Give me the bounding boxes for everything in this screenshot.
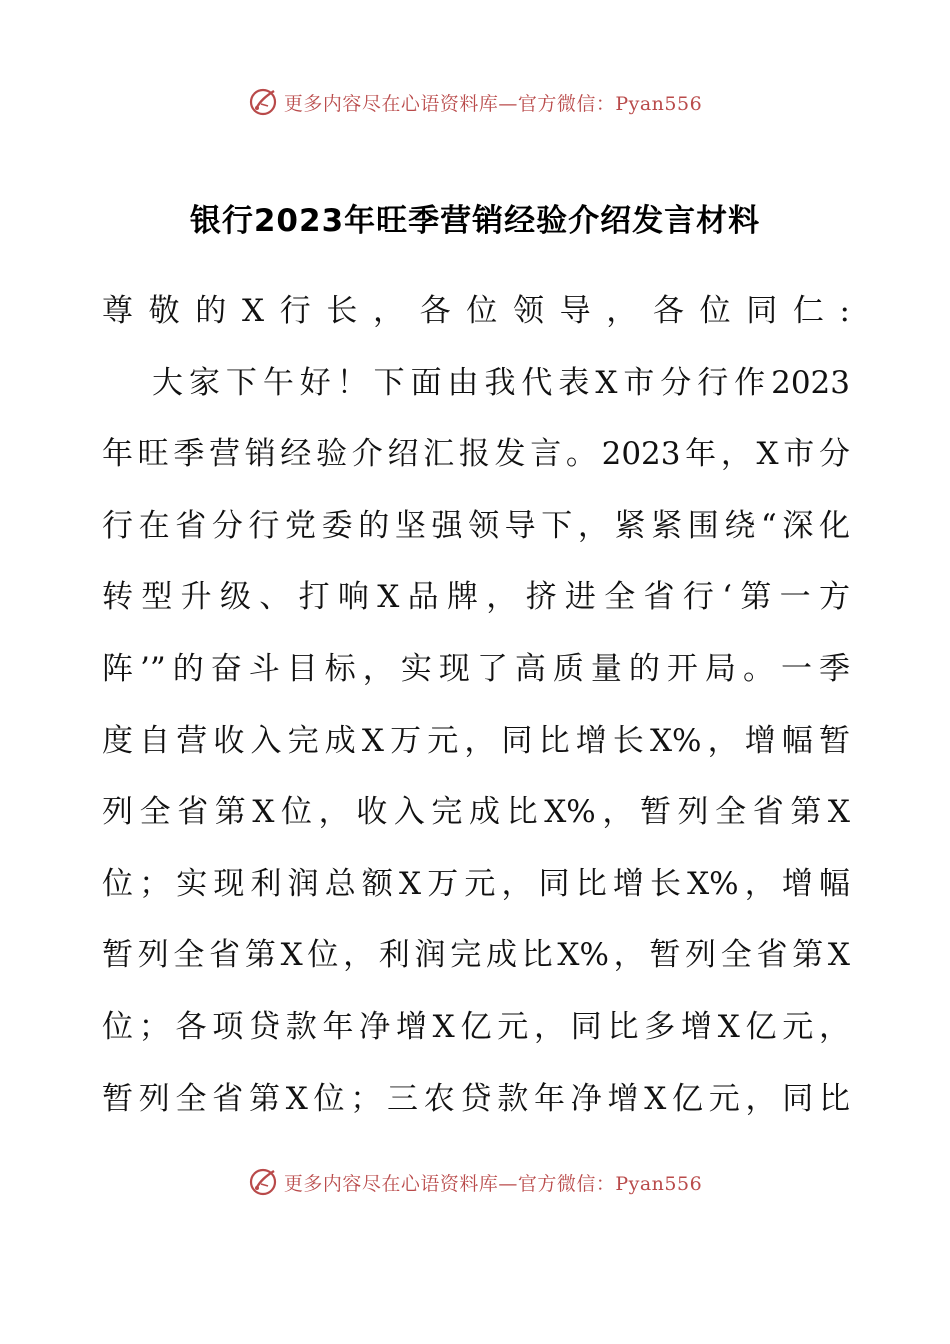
watermark-header [0,82,950,122]
text-line: 列全省第X位，收入完成比X%，暂列全省第X [102,794,850,831]
watermark-footer [0,1162,950,1202]
text-line: 暂列全省第X位，利润完成比X%，暂列全省第X [102,937,850,974]
quill-logo-icon [248,1167,278,1197]
text-line: 行在省分行党委的坚强领导下，紧紧围绕“深化 [102,507,850,544]
text-line: 位；各项贷款年净增X亿元，同比多增X亿元， [102,1008,850,1045]
watermark-text: 更多内容尽在心语资料库—官方微信：Pyan556 [283,92,703,115]
document-title: 银行2023年旺季营销经验介绍发言材料 [189,203,761,239]
quill-logo-icon [248,87,278,117]
text-line: 尊敬的X行长，各位领导，各位同仁: [102,293,850,329]
text-line: 大家下午好！下面由我代表X市分行作2023 [152,364,850,401]
text-line: 度自营收入完成X万元，同比增长X%，增幅暂 [102,722,850,759]
text-line: 位；实现利润总额X万元，同比增长X%，增幅 [102,865,850,902]
watermark-text: 更多内容尽在心语资料库—官方微信：Pyan556 [283,1172,703,1195]
text-line: 年旺季营销经验介绍汇报发言。2023年，X市分 [102,436,850,473]
document-body [102,276,850,1135]
text-line: 阵’”的奋斗目标，实现了高质量的开局。一季 [102,650,850,687]
text-line: 转型升级、打响X品牌，挤进全省行‘第一方 [102,579,850,616]
text-line: 暂列全省第X位；三农贷款年净增X亿元，同比 [102,1080,850,1117]
